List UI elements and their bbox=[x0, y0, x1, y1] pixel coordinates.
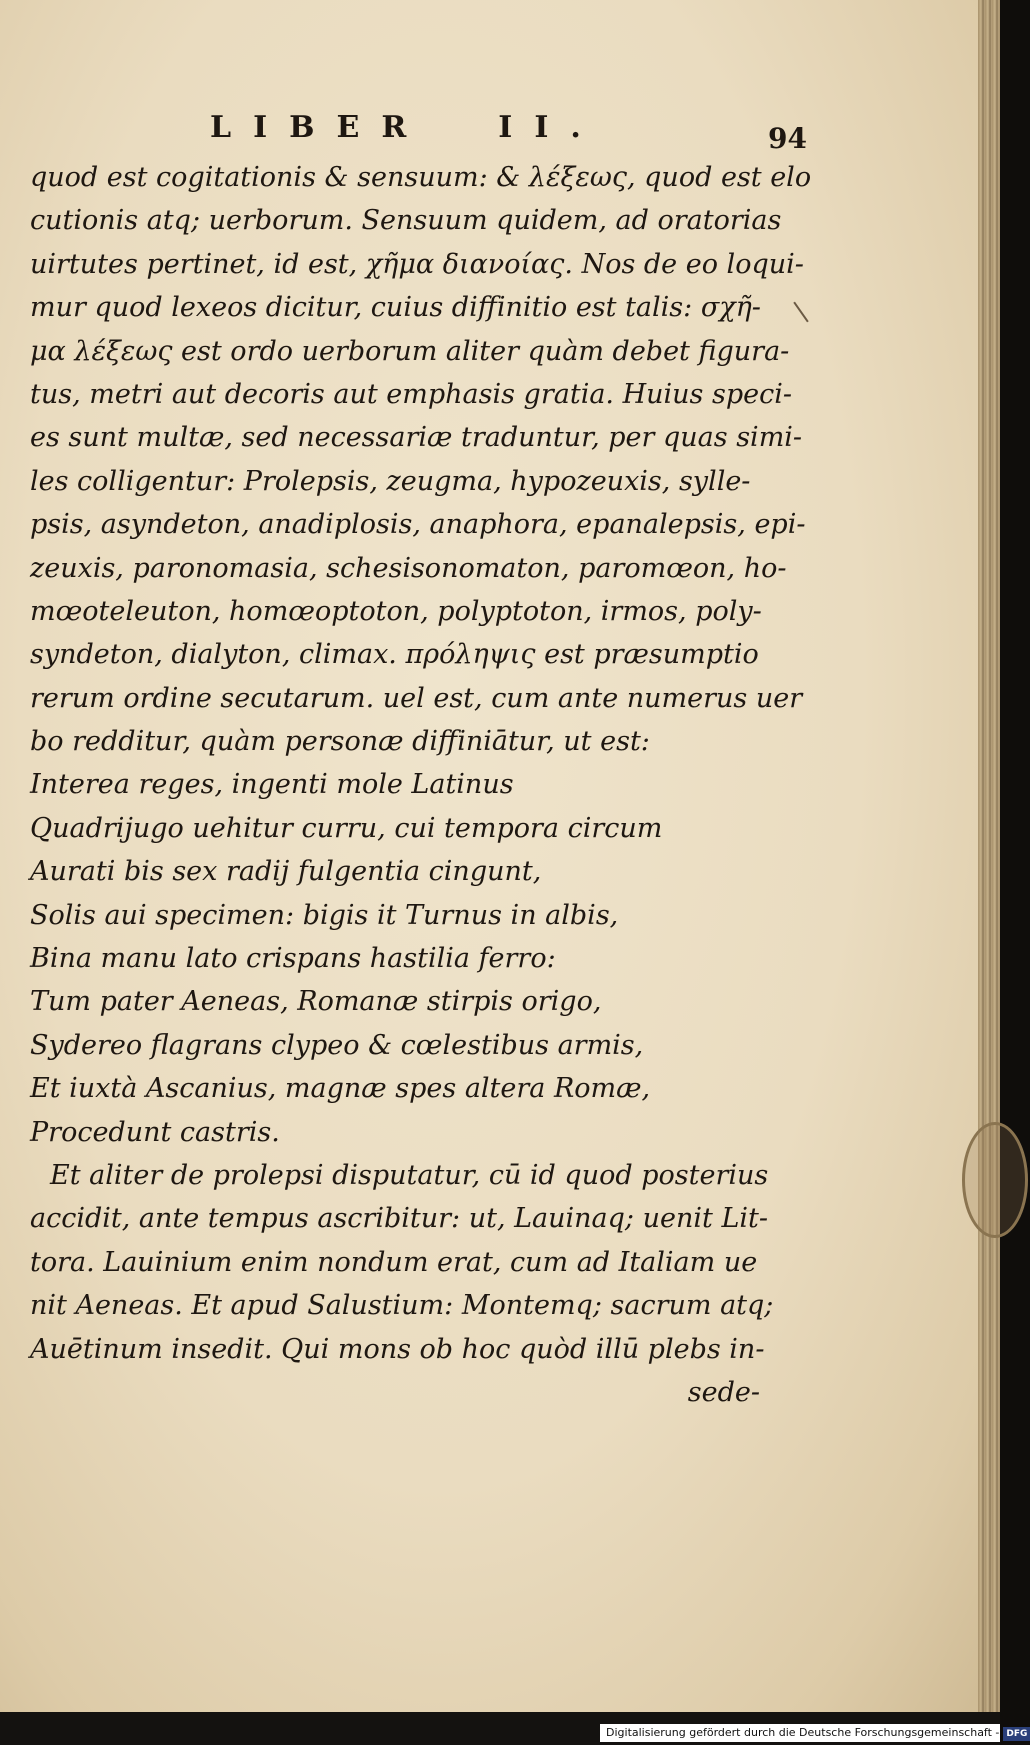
text-line: nit Aeneas. Et apud Salustium: Montemq; sacrum atq; bbox=[30, 1290, 774, 1322]
text-line: Et aliter de prolepsi disputatur, cū id quod posterius bbox=[50, 1159, 769, 1191]
text-line: zeuxis, paronomasia, schesisonomaton, paromœon, ho- bbox=[30, 552, 787, 584]
text-line: es sunt multæ, sed necessariæ traduntur, per quas simi- bbox=[30, 422, 803, 454]
page-edges bbox=[978, 0, 1000, 1712]
text-line: rerum ordine secutarum. uel est, cum ante numerus uer bbox=[30, 682, 803, 714]
text-line: tora. Lauinium enim nondum erat, cum ad Italiam ue bbox=[30, 1246, 758, 1278]
text-line: tus, metri aut decoris aut emphasis gratia. Huius speci- bbox=[30, 378, 792, 410]
catchword: sede- bbox=[687, 1376, 760, 1408]
dfg-logo-icon: DFG bbox=[1003, 1727, 1030, 1741]
text-line: syndeton, dialyton, climax. πρόληψις est præsumptio bbox=[30, 639, 759, 671]
verse-line: Tum pater Aeneas, Romanæ stirpis origo, bbox=[30, 986, 602, 1018]
text-line: quod est cogitationis & sensuum: & λέξεως, quod est elo bbox=[30, 162, 812, 193]
verse-line: Sydereo flagrans clypeo & cœlestibus armis, bbox=[30, 1029, 644, 1061]
text-line: Auētinum insedit. Qui mons ob hoc quòd illū plebs in- bbox=[30, 1333, 765, 1365]
text-line: accidit, ante tempus ascribitur: ut, Lauinaq; uenit Lit- bbox=[30, 1203, 768, 1235]
text-line: psis, asyndeton, anadiplosis, anaphora, epanalepsis, epi- bbox=[30, 509, 806, 541]
verse-line: Bina manu lato crispans hastilia ferro: bbox=[30, 943, 556, 975]
clasp-mark bbox=[962, 1122, 1028, 1238]
footer-text: Digitalisierung gefördert durch die Deutsche Forschungsgemeinschaft - bbox=[606, 1726, 1000, 1739]
text-line: uirtutes pertinet, id est, χῆμα διανοίας. Nos de eo loqui- bbox=[30, 248, 804, 280]
text-line: μα λέξεως est ordo uerborum aliter quàm debet figura- bbox=[30, 335, 790, 367]
text-line: bo redditur, quàm personæ diffiniātur, ut est: bbox=[30, 726, 650, 758]
text-line: les colligentur: Prolepsis, zeugma, hypozeuxis, sylle- bbox=[30, 465, 751, 497]
running-head bbox=[210, 110, 603, 145]
folio-number: 94 bbox=[768, 122, 807, 155]
verse-line: Aurati bis sex radij fulgentia cingunt, bbox=[30, 856, 542, 888]
text-line: mœoteleuton, homœoptoton, polyptoton, irmos, poly- bbox=[30, 595, 762, 627]
digitization-footer bbox=[600, 1724, 1028, 1742]
verse-line: Quadrijugo uehitur curru, cui tempora circum bbox=[30, 812, 663, 844]
verse-line: Interea reges, ingenti mole Latinus bbox=[30, 769, 514, 801]
verse-line: Et iuxtà Ascanius, magnæ spes altera Romæ, bbox=[30, 1073, 651, 1105]
verse-line: Procedunt castris. bbox=[30, 1116, 280, 1148]
verse-line: Solis aui specimen: bigis it Turnus in albis, bbox=[30, 899, 619, 931]
text-line: cutionis atq; uerborum. Sensuum quidem, ad oratorias bbox=[30, 205, 782, 237]
running-head-liber: LIBER bbox=[210, 110, 429, 145]
running-head-book-number: II. bbox=[498, 110, 603, 145]
body-text bbox=[30, 156, 812, 1414]
text-line: mur quod lexeos dicitur, cuius diffinitio est talis: σχῆ- bbox=[30, 292, 761, 324]
